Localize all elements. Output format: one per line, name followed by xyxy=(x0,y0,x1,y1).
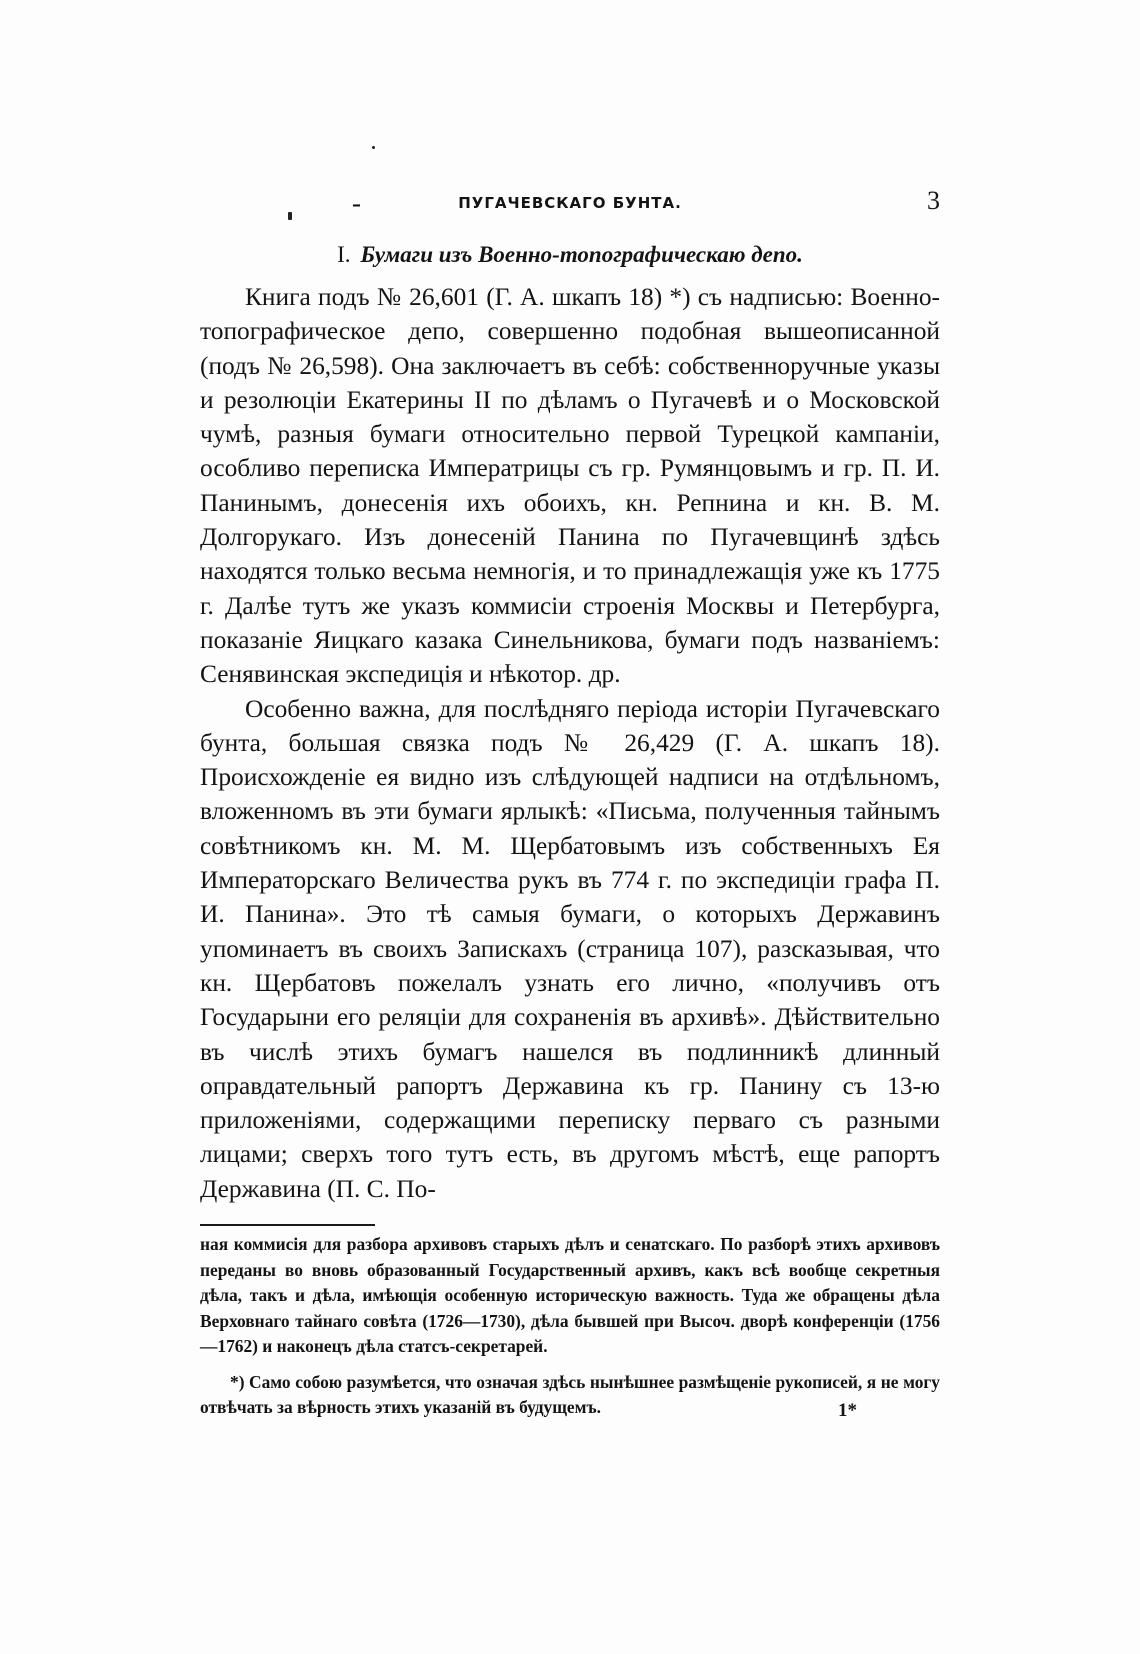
dash-mark: – xyxy=(352,194,361,215)
section-title: Бумаги изъ Военно-топографическаю депо. xyxy=(360,242,803,267)
section-heading xyxy=(200,242,940,268)
footnote-continued: ная коммисія для разбора архивовъ старыхъ дѣлъ и сенатскаго. По разборѣ этихъ архивовъ переданы во вновь образованный Государственный архивъ, какъ всѣ вообще секретныя дѣла, такъ и дѣла, имѣющія особенную историческую важность. Туда же обращены дѣла Верховнаго тайнаго совѣта (1726—1730), дѣла бывшей при Высоч. дворѣ конференціи (1756—1762) и наконецъ дѣла статсъ-секретарей. xyxy=(200,1234,940,1356)
body-text xyxy=(200,280,940,1206)
running-title: ПУГАЧЕВСКАГО БУНТА. xyxy=(458,194,682,212)
footnotes xyxy=(200,1232,940,1421)
signature-mark: 1* xyxy=(838,1400,857,1421)
paragraph-1: Книга подъ № 26,601 (Г. А. шкапъ 18) *) съ надписью: Военно-топографическое депо, совершенно подобная вышеописанной (подъ № 26,598). Она заключаетъ въ себѣ: собственноручные указы и резолюціи Екатерины II по дѣламъ о Пугачевѣ и о Московской чумѣ, разныя бумаги относительно первой Турецкой кампаніи, особливо переписка Императрицы съ гр. Румянцовымъ и гр. П. И. Панинымъ, донесенія ихъ обоихъ, кн. Репнина и кн. В. М. Долгорукаго. Изъ донесеній Панина по Пугачевщинѣ здѣсь находятся только весьма немногія, и то принадлежащія уже къ 1775 г. Далѣе тутъ же указъ коммисіи строенія Москвы и Петербурга, показаніе Яицкаго казака Синельникова, бумаги подъ названіемъ: Сенявинская экспедиція и нѣкотор. др. xyxy=(200,283,940,689)
page-number: 3 xyxy=(927,186,940,215)
section-number: I. xyxy=(337,242,351,267)
paragraph-2: Особенно важна, для послѣдняго періода исторіи Пугачевскаго бунта, большая связка подъ № 26,429 (Г. А. шкапъ 18). Происхожденіе ея видно изъ слѣдующей надписи на отдѣльномъ, вложенномъ въ эти бумаги ярлыкѣ: «Письма, полученныя тайнымъ совѣтникомъ кн. М. М. Щербатовымъ изъ собственныхъ Ея Императорскаго Величества рукъ въ 774 г. по экспедиціи графа П. И. Панина». Это тѣ самыя бумаги, о которыхъ Державинъ упоминаетъ въ своихъ Запискахъ (страница 107), разсказывая, что кн. Щербатовъ пожелалъ узнать его лично, «получивъ отъ Государыни его реляціи для сохраненія въ архивѣ». Дѣйствительно въ числѣ этихъ бумагъ нашелся въ подлинникѣ длинный оправдательный рапортъ Державина къ гр. Панину съ 13-ю приложеніями, содержащими переписку перваго съ разными лицами; сверхъ того тутъ есть, въ другомъ мѣстѣ, еще рапортъ Державина (П. С. По- xyxy=(200,694,940,1203)
ink-speck xyxy=(372,146,375,149)
footnote-star: *) Само собою разумѣется, что означая здѣсь нынѣшнее размѣщеніе рукописей, я не могу отвѣчать за вѣрность этихъ указаній въ будущемъ. xyxy=(200,1371,940,1417)
footnote-rule xyxy=(200,1224,375,1226)
running-head xyxy=(200,186,940,220)
